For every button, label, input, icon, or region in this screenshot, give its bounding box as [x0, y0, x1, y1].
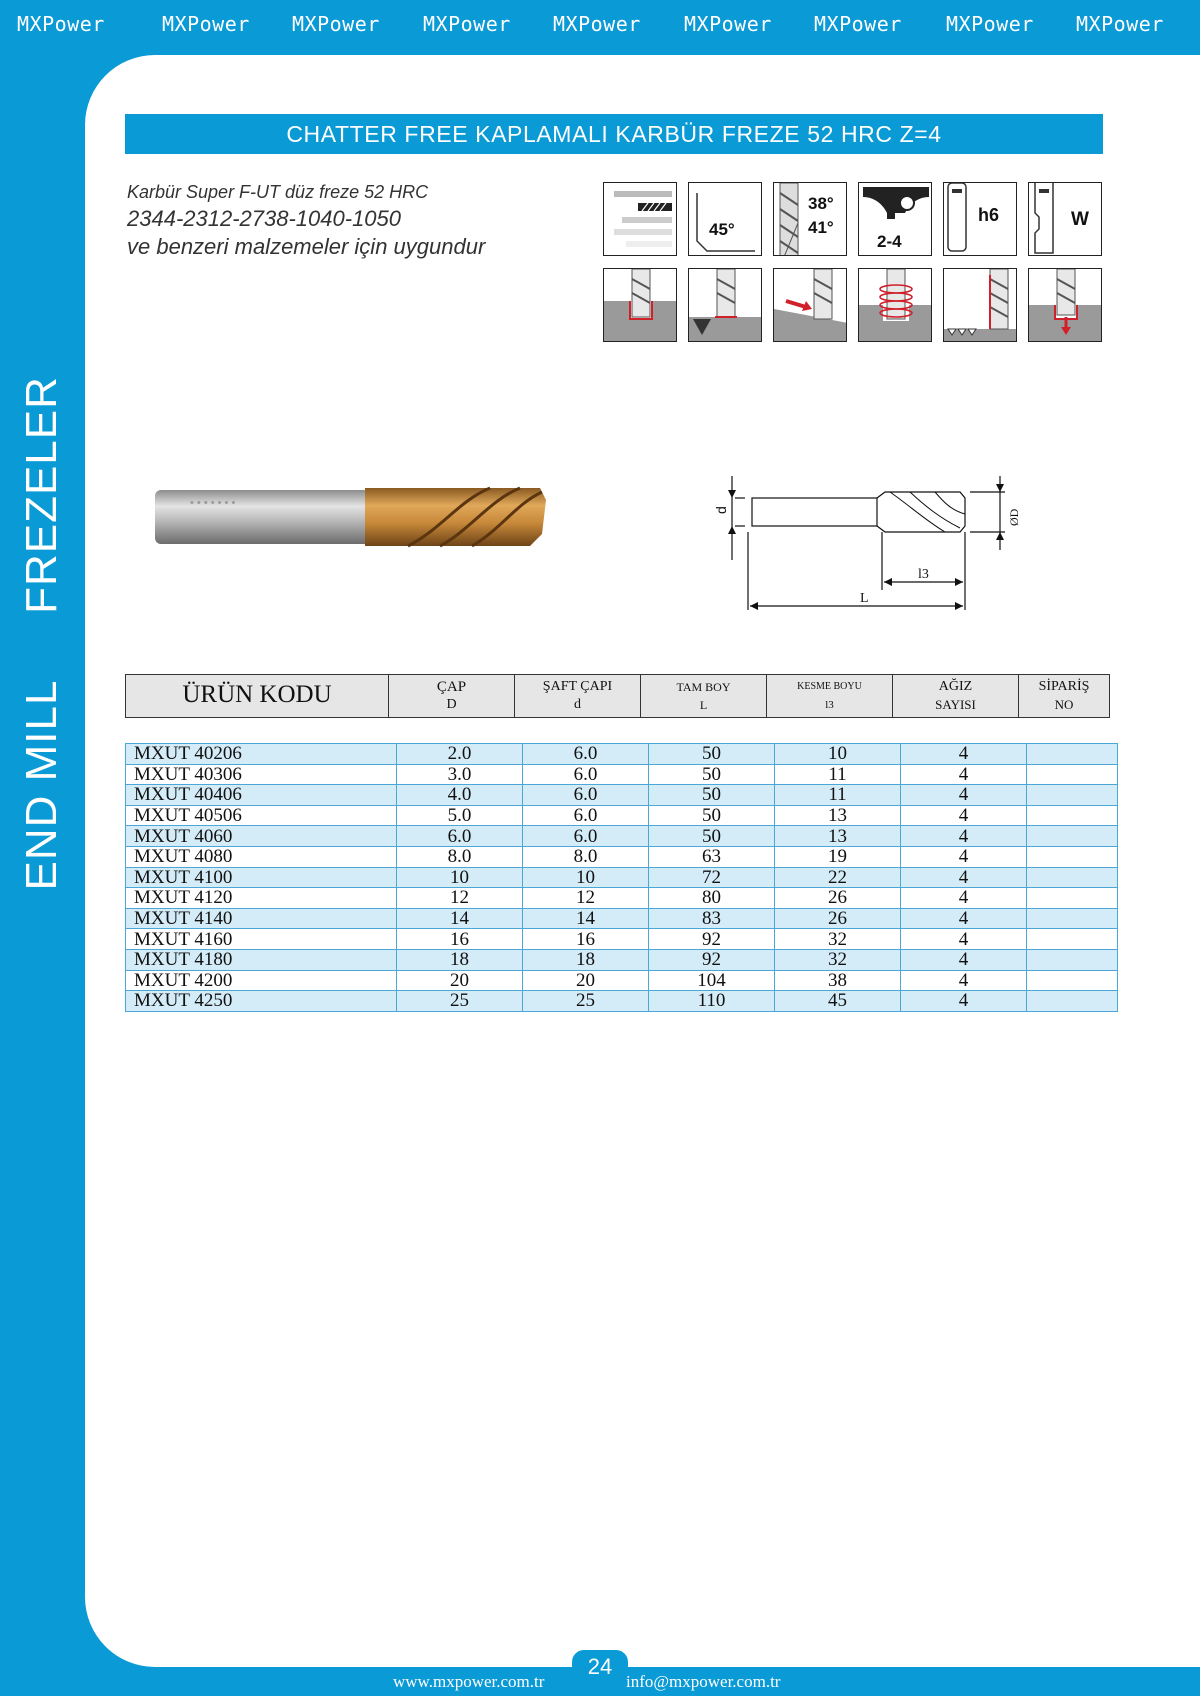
order-cell	[1027, 970, 1118, 991]
header-bottom: NO	[1054, 697, 1074, 712]
shank-cell: 18	[523, 949, 649, 970]
order-cell	[1027, 764, 1118, 785]
chamfer-milling-icon	[688, 268, 762, 342]
header-bottom: SAYISI	[935, 697, 976, 712]
table-row	[126, 929, 1118, 950]
diameter-cell: 4.0	[397, 785, 523, 806]
product-code: MXUT 4080	[126, 846, 397, 867]
brand-text: MXPower	[553, 12, 641, 36]
chamfer-45-icon	[688, 182, 762, 256]
shank-cell: 6.0	[523, 805, 649, 826]
brand-header-bar	[0, 0, 1200, 52]
length-cell: 50	[649, 744, 775, 765]
order-cell	[1027, 744, 1118, 765]
shank-cell: 6.0	[523, 785, 649, 806]
diameter-cell: 16	[397, 929, 523, 950]
diameter-cell: 10	[397, 867, 523, 888]
shank-cell: 16	[523, 929, 649, 950]
product-code: MXUT 4140	[126, 908, 397, 929]
flutes-cell: 4	[901, 846, 1027, 867]
table-row	[126, 846, 1118, 867]
length-cell: 63	[649, 846, 775, 867]
order-cell	[1027, 949, 1118, 970]
material-hatch-icon	[603, 182, 677, 256]
length-cell: 50	[649, 764, 775, 785]
diameter-cell: 2.0	[397, 744, 523, 765]
shank-cell: 20	[523, 970, 649, 991]
table-row	[126, 764, 1118, 785]
description-line: ve benzeri malzemeler için uygundur	[127, 234, 486, 259]
header-bottom: l3	[825, 699, 834, 711]
page-number: 24	[572, 1650, 628, 1684]
flutes-cell: 4	[901, 805, 1027, 826]
diameter-cell: 25	[397, 991, 523, 1012]
shank-cell: 12	[523, 888, 649, 909]
cut-length-cell: 38	[775, 970, 901, 991]
diameter-cell: 18	[397, 949, 523, 970]
cut-length-cell: 13	[775, 805, 901, 826]
length-cell: 72	[649, 867, 775, 888]
length-cell: 83	[649, 908, 775, 929]
side-label-end-mill: END MILL	[17, 679, 66, 891]
brand-text: MXPower	[684, 12, 772, 36]
shank-cell: 14	[523, 908, 649, 929]
cut-length-cell: 45	[775, 991, 901, 1012]
header-top: KESME BOYU	[797, 681, 862, 692]
flutes-cell: 4	[901, 826, 1027, 847]
cut-length-cell: 22	[775, 867, 901, 888]
chamfer-angle-label: 45°	[709, 220, 735, 239]
product-code: MXUT 4060	[126, 826, 397, 847]
order-cell	[1027, 929, 1118, 950]
length-cell: 104	[649, 970, 775, 991]
table-row	[126, 744, 1118, 765]
spec-table-header	[125, 674, 1110, 718]
flute-count-icon	[858, 182, 932, 256]
diameter-cell: 5.0	[397, 805, 523, 826]
product-description	[127, 182, 485, 261]
table-row	[126, 970, 1118, 991]
brand-text: MXPower	[17, 12, 105, 36]
cut-length-cell: 19	[775, 846, 901, 867]
header-cell	[515, 675, 641, 718]
header-top: TAM BOY	[676, 680, 731, 694]
header-cell	[389, 675, 515, 718]
flutes-cell: 4	[901, 929, 1027, 950]
cut-length-cell: 11	[775, 764, 901, 785]
length-cell: 110	[649, 991, 775, 1012]
footer-email[interactable]: info@mxpower.com.tr	[626, 1672, 781, 1691]
spec-table-body	[125, 743, 1118, 1012]
shank-weldon-icon	[1028, 182, 1102, 256]
length-cell: 50	[649, 826, 775, 847]
flutes-cell: 4	[901, 867, 1027, 888]
order-cell	[1027, 867, 1118, 888]
dimension-drawing	[710, 470, 1050, 620]
product-code: MXUT 40306	[126, 764, 397, 785]
shank-cell: 10	[523, 867, 649, 888]
header-cell	[893, 675, 1019, 718]
flutes-cell: 4	[901, 991, 1027, 1012]
header-top: ÇAP	[436, 679, 467, 695]
shank-cell: 8.0	[523, 846, 649, 867]
diameter-cell: 12	[397, 888, 523, 909]
order-cell	[1027, 826, 1118, 847]
header-cell	[767, 675, 893, 718]
header-top: ŞAFT ÇAPI	[542, 679, 613, 694]
product-code: MXUT 40206	[126, 744, 397, 765]
brand-text: MXPower	[162, 12, 250, 36]
flutes-cell: 4	[901, 908, 1027, 929]
slot-milling-icon	[603, 268, 677, 342]
table-row	[126, 826, 1118, 847]
table-row	[126, 888, 1118, 909]
description-line: 2344-2312-2738-1040-1050	[127, 206, 402, 231]
order-cell	[1027, 908, 1118, 929]
header-top: SİPARİŞ	[1038, 679, 1090, 694]
table-row	[126, 908, 1118, 929]
dim-d-label: d	[713, 506, 729, 514]
flutes-cell: 4	[901, 744, 1027, 765]
flutes-cell: 4	[901, 888, 1027, 909]
table-row	[126, 785, 1118, 806]
helix-angle-icon	[773, 182, 847, 256]
cut-length-cell: 32	[775, 949, 901, 970]
diameter-cell: 14	[397, 908, 523, 929]
header-cell	[126, 675, 389, 718]
header-top: AĞIZ	[938, 679, 973, 694]
profile-milling-icon	[943, 268, 1017, 342]
footer-website[interactable]: www.mxpower.com.tr	[393, 1672, 545, 1691]
dim-L-label: L	[860, 591, 869, 606]
header-bottom: D	[446, 697, 457, 712]
table-row	[126, 991, 1118, 1012]
table-row	[126, 867, 1118, 888]
plunge-milling-icon	[1028, 268, 1102, 342]
cut-length-cell: 10	[775, 744, 901, 765]
description-line: Karbür Super F-UT düz freze 52 HRC	[127, 182, 429, 202]
length-cell: 50	[649, 805, 775, 826]
brand-text: MXPower	[814, 12, 902, 36]
cut-length-cell: 32	[775, 929, 901, 950]
shank-tolerance-label: h6	[978, 205, 1000, 225]
shank-cell: 25	[523, 991, 649, 1012]
length-cell: 80	[649, 888, 775, 909]
diameter-cell: 6.0	[397, 826, 523, 847]
product-code: MXUT 4100	[126, 867, 397, 888]
side-label-frezeler: FREZELER	[17, 376, 66, 614]
product-code: MXUT 4200	[126, 970, 397, 991]
header-product-code: ÜRÜN KODU	[182, 680, 332, 708]
flutes-cell: 4	[901, 970, 1027, 991]
diameter-cell: 8.0	[397, 846, 523, 867]
order-cell	[1027, 785, 1118, 806]
dim-D-label: ØD	[1007, 508, 1021, 526]
shank-cell: 6.0	[523, 826, 649, 847]
flutes-cell: 4	[901, 785, 1027, 806]
order-cell	[1027, 991, 1118, 1012]
header-cell	[1019, 675, 1110, 718]
table-row	[126, 949, 1118, 970]
end-mill-photo	[150, 470, 560, 560]
shank-cell: 6.0	[523, 764, 649, 785]
table-row	[126, 805, 1118, 826]
page-title: CHATTER FREE KAPLAMALI KARBÜR FREZE 52 HRC Z=4	[125, 114, 1103, 154]
svg-text:• • • • • • •: • • • • • • •	[190, 497, 236, 509]
helix-angle-top: 38°	[808, 194, 834, 213]
cut-length-cell: 11	[775, 785, 901, 806]
cut-length-cell: 26	[775, 888, 901, 909]
order-cell	[1027, 805, 1118, 826]
product-code: MXUT 40406	[126, 785, 397, 806]
order-cell	[1027, 888, 1118, 909]
flute-count-label: 2-4	[877, 232, 902, 251]
header-bottom: d	[574, 697, 581, 712]
dim-l3-label: l3	[918, 567, 929, 582]
shank-cell: 6.0	[523, 744, 649, 765]
shank-type-label: W	[1071, 209, 1089, 230]
length-cell: 92	[649, 949, 775, 970]
cut-length-cell: 13	[775, 826, 901, 847]
brand-text: MXPower	[1076, 12, 1164, 36]
flutes-cell: 4	[901, 764, 1027, 785]
product-code: MXUT 4120	[126, 888, 397, 909]
cut-length-cell: 26	[775, 908, 901, 929]
brand-text: MXPower	[423, 12, 511, 36]
shank-h6-icon	[943, 182, 1017, 256]
product-code: MXUT 4180	[126, 949, 397, 970]
product-code: MXUT 40506	[126, 805, 397, 826]
diameter-cell: 20	[397, 970, 523, 991]
helical-interpolation-icon	[858, 268, 932, 342]
flutes-cell: 4	[901, 949, 1027, 970]
product-code: MXUT 4160	[126, 929, 397, 950]
ramping-icon	[773, 268, 847, 342]
product-code: MXUT 4250	[126, 991, 397, 1012]
header-cell	[641, 675, 767, 718]
diameter-cell: 3.0	[397, 764, 523, 785]
length-cell: 50	[649, 785, 775, 806]
length-cell: 92	[649, 929, 775, 950]
header-bottom: L	[699, 698, 708, 712]
helix-angle-bottom: 41°	[808, 218, 834, 237]
brand-text: MXPower	[292, 12, 380, 36]
brand-text: MXPower	[946, 12, 1034, 36]
order-cell	[1027, 846, 1118, 867]
